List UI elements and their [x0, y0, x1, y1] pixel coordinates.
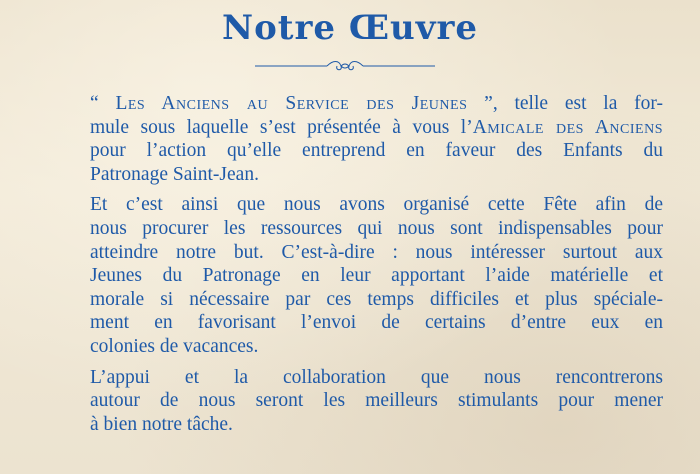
text-line: autour de nous seront les meilleurs stimulants pour mener	[90, 390, 663, 412]
ornament-divider	[255, 58, 435, 74]
text-line: ment en favorisant l’envoi de certains d’entre eux en	[90, 312, 663, 334]
text-line: Patronage Saint-Jean.	[90, 163, 259, 185]
text-line: morale si nécessaire par ces temps difficiles et plus spéciale-	[90, 288, 663, 310]
text-line: atteindre notre but. C’est-à-dire : nous intéresser surtout aux	[90, 241, 663, 263]
text-line: mule sous laquelle s’est présentée à vous l’Amicale des Anciens	[90, 116, 663, 138]
text-line: colonies de vacances.	[90, 335, 259, 357]
body-text	[45, 92, 663, 443]
text-line: Et c’est ainsi que nous avons organisé cette Fête afin de	[90, 194, 663, 216]
text-line: nous procurer les ressources qui nous sont indispensables pour	[90, 217, 663, 239]
text-line: Jeunes du Patronage en leur apportant l’aide matérielle et	[90, 265, 663, 287]
text-line: à bien notre tâche.	[90, 413, 233, 435]
text-line: L’appui et la collaboration que nous rencontrerons	[90, 366, 663, 388]
paragraph	[45, 193, 663, 358]
paragraph	[45, 92, 663, 186]
page-title: Notre Œuvre	[222, 8, 478, 48]
paragraph	[45, 366, 663, 437]
text-line: pour l’action qu’elle entreprend en faveur des Enfants du	[90, 140, 663, 162]
text-line: “ Les Anciens au Service des Jeunes ”, telle est la for-	[90, 93, 663, 114]
